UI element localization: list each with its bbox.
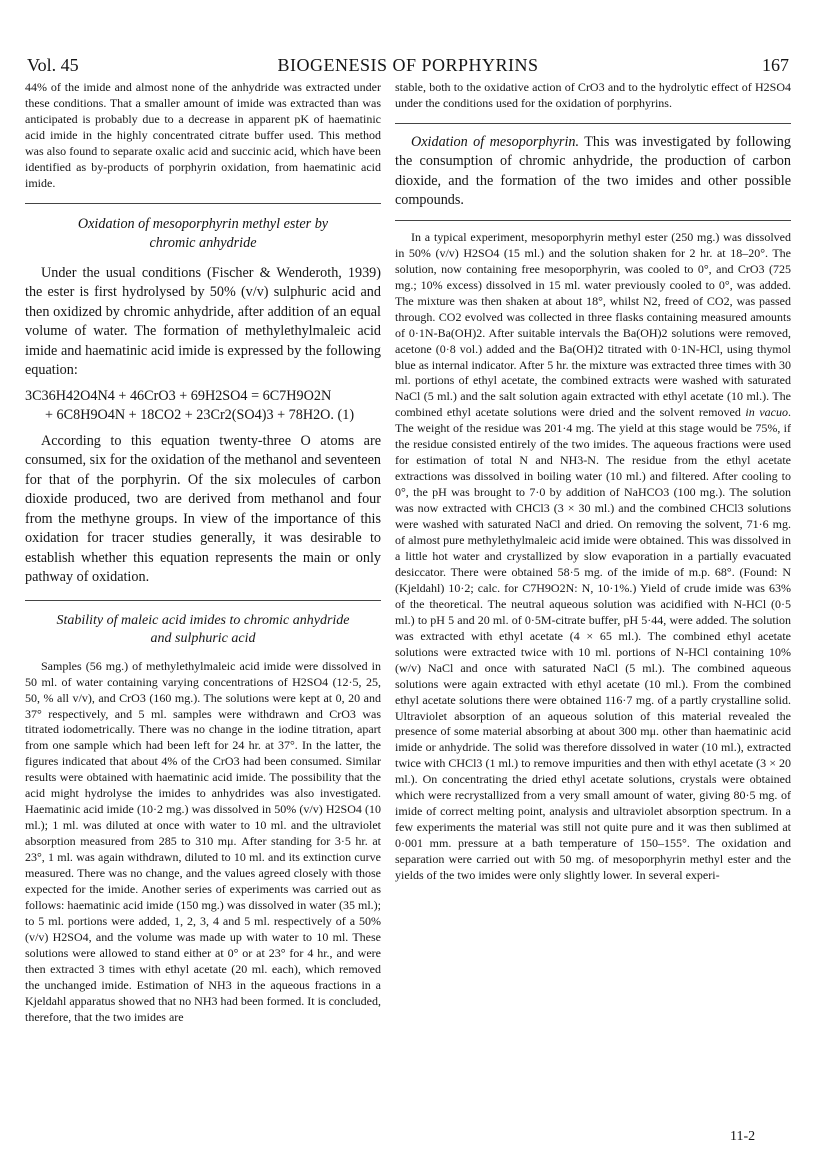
paragraph-oxidation-mesoporphyrin (395, 133, 791, 211)
section-heading-oxidation-ester (25, 215, 381, 253)
paragraph-text: This was investigated by following the consumption of chromic anhydride, the production of carbon dioxide, and the formation of the two imides and other possible compounds. (395, 133, 791, 209)
left-column (25, 80, 381, 1026)
paragraph-typical-experiment (395, 230, 791, 884)
run-in-heading: Oxidation of mesoporphyrin. (411, 133, 580, 150)
paragraph-imide-extraction: 44% of the imide and almost none of the anhydride was extracted under these conditions. That a smaller amount of imide was extracted than was anticipated is probably due to a decrease in apparent pK of haematinic acid imide in the highly concentrated citrate buffer used. This method was also found to separate oxalic acid and succinic acid, which have been identified as by-products of porphyrin oxidation, from haematinic acid imide. (25, 80, 381, 190)
section-divider (395, 220, 791, 221)
paragraph-stable-conclusion: stable, both to the oxidative action of CrO3 and to the hydrolytic effect of H2SO4 under the conditions used for the oxidation of porphyrins. (395, 80, 791, 110)
heading-line: chromic anhydride (149, 234, 257, 251)
equation-line-1: 3C36H42O4N4 + 46CrO3 + 69H2SO4 = 6C7H9O2N (25, 387, 332, 404)
section-divider (395, 123, 791, 124)
paragraph-text: In a typical experiment, mesoporphyrin methyl ester (250 mg.) was dissolved in 50% (v/v) H2SO4 (15 ml.) and the solution shaken for 2 hr. at 18–20°. The solution, now containing free mesoporphyrin, was cooled to 0°, and CrO3 (725 mg.; 10% excess) dissolved in 15 ml. water previously cooled to 0°, was added. The mixture was then shaken at about 18°, whilst N2, freed of CO2, was passed through. CO2 evolved was collected in three flasks containing measured amounts of 0·1N-Ba(OH)2. After suitable intervals the Ba(OH)2 solutions were removed, acetone (0·8 vol.) added and the Ba(OH)2 titrated with 0·1N-HCl, using thymol blue as internal indicator. After 5 hr. the mixture was extracted three times with 30 ml. portions of ethyl acetate, the combined extracts were washed with saturated NaCl (5 ml.) and the salt solution again extracted with ethyl acetate (10 ml.). The combined ethyl acetate solutions were dried and the solvent removed (395, 229, 791, 420)
heading-line: Oxidation of mesoporphyrin methyl ester by (77, 215, 329, 232)
folio-signature: 11-2 (730, 1129, 756, 1144)
volume-label: Vol. 45 (27, 55, 79, 75)
page-number: 167 (762, 55, 789, 75)
paragraph-text: . The weight of the residue was 201·4 mg. The yield at this stage would be 75%, if the residue consisted entirely of the two imides. The aqueous fractions were used for estimation of total N and NH3-N. The residue from the ethyl acetate extractions was dissolved in boiling water (10 ml.) and filtered. After cooling to 0°, the pH was brought to 7·0 by addition of NaHCO3 (100 mg.). The solution was now extracted with CHCl3 (3 × 30 ml.) and the combined CHCl3 solutions were washed with saturated NaCl and dried. On removing the solvent, 71·6 mg. of almost pure methylethylmaleic acid imide were obtained. This was dissolved in a little hot water and crystallized by slow evaporation in a partially evacuated desiccator. There were obtained 58·5 mg. of the imide of m.p. 68°. (Found: N (Kjeldahl) 10·2; calc. for C7H9O2N: N, 10·1%.) Yield of crude imide was 63% of the theoretical. The neutral aqueous solution was acidified with N-HCl (0·5 ml.) to pH 5 and 20 ml. of 0·5M-citrate buffer, pH 5·44, were added. The solution was extracted with ethyl acetate (4 × 65 ml.). The combined ethyl acetate solutions were extracted twice with 10 ml. portions of N-HCl containing 10% (w/v) NaCl and once with saturated NaCl (5 ml.). The combined aqueous solutions were again extracted with ethyl acetate (10 ml.). From the combined ethyl acetate solutions there were obtained 116·7 mg. of a partly crystalline solid. Ultraviolet absorption of an aqueous solution of this material revealed the presence of some material absorbing at about 300 mμ. other than haematinic acid imide or anhydride. The solid was therefore dissolved in water (10 ml.), extracted twice with CHCl3 (1 ml.) to remove impurities and then with ethyl acetate (3 × 20 ml.). On concentrating the dried ethyl acetate solutions, crystals were obtained which were recrystallized from a very small amount of water, giving 80·5 mg. of imide of correct melting point, analysis and ultraviolet absorption spectrum. In a few experiments the material was still not quite pure and it was then sublimed at 0·001 mm. pressure at a bath temperature of 150–155°. The oxidation and separation were carried out with 50 mg. of mesoporphyrin methyl ester and the yields of the two imides were only slightly lower. In several experi- (395, 405, 791, 883)
equation-line-2: + 6C8H9O4N + 18CO2 + 23Cr2(SO4)3 + 78H2O. (1) (45, 407, 355, 424)
section-divider (25, 203, 381, 204)
paragraph-stability-experiments: Samples (56 mg.) of methylethylmaleic acid imide were dissolved in 50 ml. of water containing varying concentrations of H2SO4 (12·5, 25, 50, % all v/v), and CrO3 (160 mg.). The solutions were kept at 0, 20 and 37° respectively, and 5 ml. samples were withdrawn and CrO3 was titrated iodometrically. There was no change in the iodine titration, apart from one sample which had been left for 24 hr. at 37°. In the latter, the figures indicated that about 4% of the CrO3 had been consumed. Similar results were obtained with haematinic acid imide. The possibility that the acid might hydrolyse the imides to anhydrides was also investigated. Haematinic acid imide (10·2 mg.) was dissolved in 50% (v/v) H2SO4 (10 ml.); 1 ml. was diluted at once with water to 10 ml. and the ultraviolet absorption measured from 285 to 310 mμ. After standing for 3·5 hr. at 23°, 1 ml. was again withdrawn, diluted to 10 ml. and its extinction curve measured. There was no change, and the values agreed closely with those expected for the imide. Another series of experiments was carried out as follows: haematinic acid imide (150 mg.) was dissolved in water (35 ml.); to 5 ml. portions were added, 1, 2, 3, 4 and 5 ml. respectively of a 50% (v/v) H2SO4, and the volume was made up with water to 10 ml. These solutions were allowed to stand either at 0° or at 23° for 4 hr., and were then extracted 3 times with ethyl acetate (20 ml. each), which removed the unchanged imide. Estimation of NH3 in the aqueous fractions in a Kjeldahl apparatus showed that no NH3 had been formed. It is concluded, therefore, that the two imides are (25, 658, 381, 1024)
heading-line: and sulphuric acid (150, 630, 256, 646)
paragraph-usual-conditions: Under the usual conditions (Fischer & Wenderoth, 1939) the ester is first hydrolysed by 50% (v/v) sulphuric acid and then oxidized by chromic anhydride, after addition of an equal volume of water. The formation of methylethylmaleic acid imide and haematinic acid imide is expressed by the following equation: (25, 264, 381, 379)
section-divider (25, 600, 381, 601)
paragraph-oxygen-atoms: According to this equation twenty-three O atoms are consumed, six for the oxidation of the methanol and seventeen for that of the porphyrin. Of the six molecules of carbon dioxide produced, two are derived from methanol and four from the methyne groups. In view of the importance of this oxidation for tracer studies generally, it was desirable to establish whether this equation represents the main or only pathway of oxidation. (25, 432, 381, 586)
heading-line: Stability of maleic acid imides to chromic anhydride (56, 612, 350, 628)
italic-term: in vacuo (745, 405, 788, 420)
right-column (395, 80, 791, 884)
running-title: BIOGENESIS OF PORPHYRINS (277, 55, 539, 75)
section-heading-stability (25, 612, 381, 648)
page-header (27, 55, 789, 79)
